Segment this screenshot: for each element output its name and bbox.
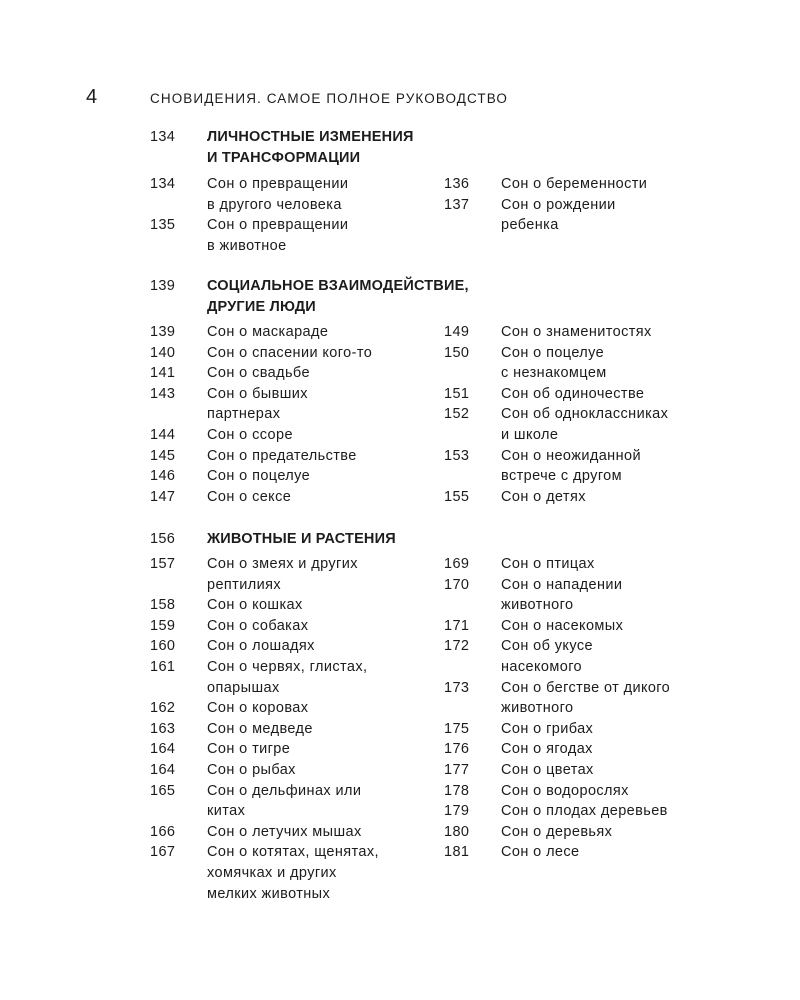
entry-title: Сон о детях [501, 488, 586, 505]
entry-page-number: 140 [150, 344, 176, 361]
entry-title: Сон о червях, глистах, опарышах [207, 659, 368, 696]
section-page-number: 139 [150, 278, 176, 294]
entry-page-number: 158 [150, 597, 176, 614]
entry-page-number: 179 [444, 803, 470, 820]
entry-title: Сон о бегстве от дикого животного [501, 679, 671, 717]
entry-page-number: 160 [150, 638, 176, 655]
entry-page-number: 145 [150, 447, 176, 464]
section-page-number: 156 [150, 531, 176, 547]
entry-page-number: 150 [444, 344, 470, 361]
entry-page-number: 173 [444, 679, 470, 696]
entry-title: Сон о тигре [207, 741, 291, 758]
entry-title: Сон о спасении кого-то [207, 344, 373, 361]
entry-title: Сон о поцелуе [207, 468, 311, 485]
entry-page-number: 149 [444, 324, 470, 340]
page-number: 4 [86, 86, 98, 108]
entry-title: Сон о нападении животного [501, 576, 623, 614]
entry-title: Сон о водорослях [501, 782, 629, 799]
entry-title: Сон о беременности [501, 176, 648, 192]
entry-page-number: 141 [150, 365, 176, 382]
entry-page-number: 172 [444, 638, 470, 655]
entry-title: Сон о собаках [207, 617, 309, 634]
entry-page-number: 167 [150, 844, 176, 861]
entry-page-number: 144 [150, 427, 176, 443]
entry-page-number: 165 [150, 782, 176, 799]
entry-page-number: 157 [150, 556, 176, 572]
entry-page-number: 137 [444, 196, 470, 213]
entry-title: Сон о котятах, щенятах, хомячках и других мелких животных [207, 844, 379, 902]
entry-title: Сон о деревьях [501, 823, 613, 840]
entry-page-number: 159 [150, 617, 176, 634]
section-title: СОЦИАЛЬНОЕ ВЗАИМОДЕЙСТВИЕ, ДРУГИЕ ЛЮДИ [207, 278, 469, 315]
entry-title: Сон о предательстве [207, 447, 357, 464]
entry-title: Сон о летучих мышах [207, 823, 362, 840]
entry-title: Сон о грибах [501, 720, 594, 737]
entry-title: Сон о рождении ребенка [501, 196, 616, 234]
entry-page-number: 146 [150, 468, 176, 485]
entry-title: Сон о дельфинах или китах [207, 782, 362, 820]
entry-page-number: 164 [150, 762, 176, 778]
entry-title: Сон об укусе насекомого [501, 638, 593, 675]
entry-title: Сон о превращении в животное [207, 217, 349, 254]
entry-title: Сон о маскараде [207, 324, 329, 340]
entry-title: Сон о бывших партнерах [207, 385, 308, 423]
entry-page-number: 181 [444, 844, 470, 861]
entry-page-number: 178 [444, 782, 470, 799]
entry-page-number: 180 [444, 823, 470, 840]
entry-title: Сон о ягодах [501, 741, 593, 758]
entry-title: Сон о птицах [501, 556, 595, 572]
entry-title: Сон о кошках [207, 597, 303, 614]
entry-page-number: 162 [150, 700, 176, 717]
entry-title: Сон о поцелуе с незнакомцем [501, 344, 607, 382]
entry-page-number: 143 [150, 385, 176, 402]
entry-title: Сон о цветах [501, 762, 594, 778]
entry-title: Сон о рыбах [207, 762, 296, 778]
entry-page-number: 151 [444, 385, 470, 402]
entry-page-number: 170 [444, 576, 470, 593]
entry-title: Сон о медведе [207, 720, 313, 737]
entry-title: Сон о коровах [207, 700, 309, 717]
entry-page-number: 176 [444, 741, 470, 758]
entry-page-number: 177 [444, 762, 470, 778]
entry-title: Сон о змеях и других рептилиях [207, 556, 358, 593]
entry-page-number: 155 [444, 488, 470, 505]
entry-page-number: 161 [150, 659, 176, 675]
entry-page-number: 134 [150, 176, 176, 192]
entry-title: Сон об одиночестве [501, 385, 645, 402]
entry-title: Сон о превращении в другого человека [207, 176, 349, 213]
entry-title: Сон о лесе [501, 844, 580, 861]
entry-page-number: 171 [444, 617, 470, 634]
entry-page-number: 175 [444, 720, 470, 737]
entry-title: Сон о свадьбе [207, 365, 310, 382]
entry-page-number: 139 [150, 324, 176, 340]
entry-page-number: 135 [150, 217, 176, 234]
section-title: ЖИВОТНЫЕ И РАСТЕНИЯ [207, 531, 396, 547]
entry-page-number: 147 [150, 488, 176, 505]
entry-page-number: 164 [150, 741, 176, 758]
book-title: СНОВИДЕНИЯ. САМОЕ ПОЛНОЕ РУКОВОДСТВО [150, 91, 509, 106]
entry-page-number: 166 [150, 823, 176, 840]
entry-page-number: 152 [444, 406, 470, 423]
section-title: ЛИЧНОСТНЫЕ ИЗМЕНЕНИЯ И ТРАНСФОРМАЦИИ [207, 129, 414, 166]
entry-page-number: 153 [444, 447, 470, 464]
entry-title: Сон о лошадях [207, 638, 315, 655]
entry-page-number: 169 [444, 556, 470, 572]
entry-page-number: 163 [150, 720, 176, 737]
entry-title: Сон об одноклассниках и школе [501, 406, 669, 443]
entry-title: Сон о знаменитостях [501, 324, 652, 340]
entry-title: Сон о неожиданной встрече с другом [501, 447, 641, 485]
entry-page-number: 136 [444, 176, 470, 192]
section-page-number: 134 [150, 129, 176, 145]
entry-title: Сон о сексе [207, 488, 292, 505]
entry-title: Сон о ссоре [207, 427, 293, 443]
entry-title: Сон о плодах деревьев [501, 803, 668, 820]
entry-title: Сон о насекомых [501, 617, 624, 634]
running-header [0, 0, 800, 120]
